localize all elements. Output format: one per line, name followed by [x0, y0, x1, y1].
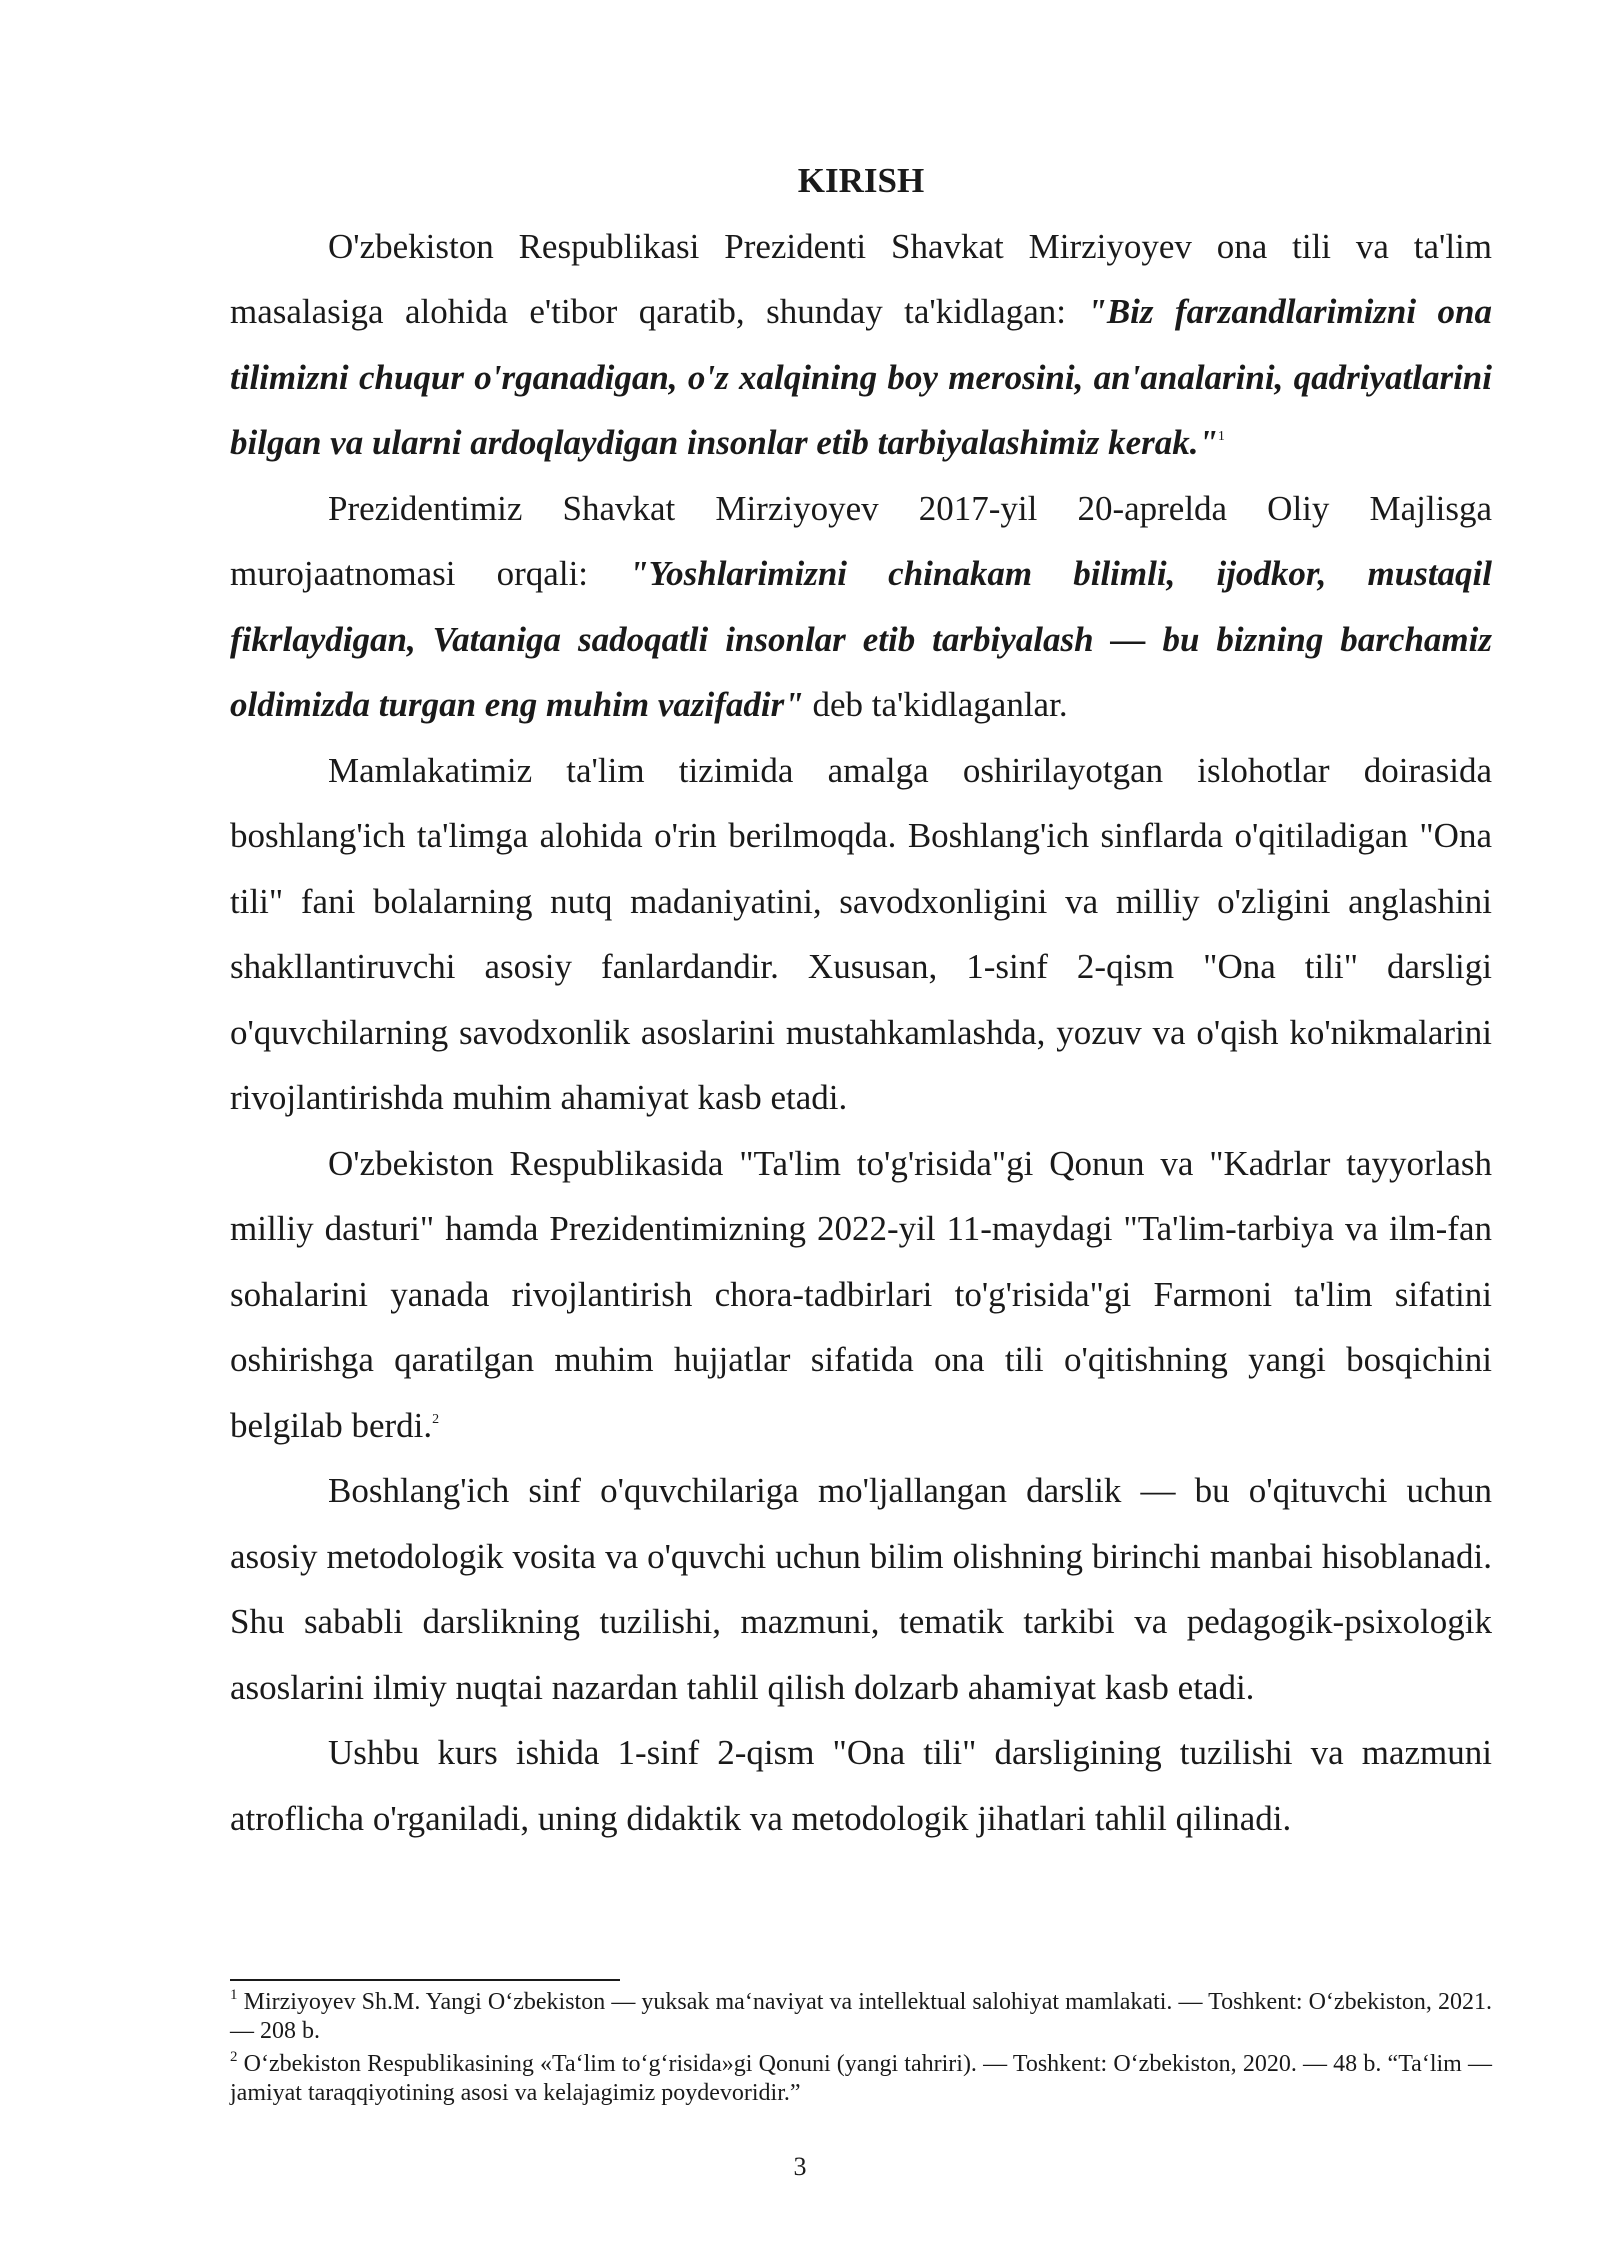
paragraph-6: Ushbu kurs ishida 1-sinf 2-qism "Ona tili" darsligining tuzilishi va mazmuni atroflicha o'rganiladi, uning didaktik va metodologik jihatlari tahlil qilinadi.	[230, 1733, 1492, 1838]
paragraph-3: Mamlakatimiz ta'lim tizimida amalga oshirilayotgan islohotlar doirasida boshlang'ich ta'limga alohida o'rin berilmoqda. Boshlang'ich sinflarda o'qitiladigan "Ona tili" fani bolalarning nutq madaniyatini, savodxonligini va milliy o'zligini anglashini shakllantiruvchi asosiy fanlardandir. Xususan, 1-sinf 2-qism "Ona tili" darsligi o'quvchilarning savodxonlik asoslarini mustahkamlashda, yozuv va o'qish ko'nikmalarini rivojlantirishda muhim ahamiyat kasb etadi.	[230, 750, 1492, 1117]
footnote-separator	[230, 1979, 620, 1981]
footnote-2	[230, 2050, 1492, 2108]
president-quote-1: "Biz farzandlarimizni ona tilimizni chuqur o'rganadigan, o'z xalqining boy merosini, an'analarini, qadriyatlarini bilgan va ularni ardoqlaydigan insonlar etib tarbiyalashimiz kerak."	[230, 292, 1492, 462]
footnote-2-marker: 2	[230, 2049, 238, 2065]
footnote-2-text: O‘zbekiston Respublikasining «Ta‘lim to‘g‘risida»gi Qonuni (yangi tahriri). — Toshkent: O‘zbekiston, 2020. — 48 b. “Ta‘lim — jamiyat taraqqiyotining asosi va kelajagimiz poydevoridir.”	[230, 2051, 1492, 2106]
paragraph-2-tail: deb ta'kidlaganlar.	[803, 685, 1068, 724]
footnote-1-text: Mirziyoyev Sh.M. Yangi O‘zbekiston — yuksak ma‘naviyat va intellektual salohiyat mamlakati. — Toshkent: O‘zbekiston, 2021. — 208 b.	[230, 1989, 1492, 2044]
paragraph-1	[230, 214, 1492, 476]
paragraph-2	[230, 476, 1492, 738]
paragraph-1-text: O'zbekiston Respublikasi Prezidenti Shavkat Mirziyoyev ona tili va ta'lim masalasiga alohida e'tibor qaratib, shunday ta'kidlagan:	[230, 226, 1492, 331]
page-body	[230, 148, 1492, 1851]
paragraph-2-text: Prezidentimiz Shavkat Mirziyoyev 2017-yil 20-aprelda Oliy Majlisga murojaatnomasi orqali:	[230, 488, 1492, 593]
paragraph-4-text: O'zbekiston Respublikasida "Ta'lim to'g'risida"gi Qonun va "Kadrlar tayyorlash milliy dasturi" hamda Prezidentimizning 2022-yil 11-maydagi "Ta'lim-tarbiya va ilm-fan sohalarini yanada rivojlantirish chora-tadbirlari to'g'risida"gi Farmoni ta'lim sifatini oshirishga qaratilgan muhim hujjatlar sifatida ona tili o'qitishning yangi bosqichini belgilab berdi.	[230, 1143, 1492, 1445]
page-number: 3	[793, 2152, 807, 2181]
footnote-ref-2[interactable]: 2	[432, 1411, 440, 1427]
section-heading: KIRISH	[797, 161, 925, 200]
footnote-1-marker: 1	[230, 1987, 238, 2003]
footnote-ref-1[interactable]: 1	[1217, 429, 1225, 444]
paragraph-5: Boshlang'ich sinf o'quvchilariga mo'ljallangan darslik — bu o'qituvchi uchun asosiy metodologik vosita va o'quvchi uchun bilim olishning birinchi manbai hisoblanadi. Shu sababli darslikning tuzilishi, mazmuni, tematik tarkibi va pedagogik-psixologik asoslarini ilmiy nuqtai nazardan tahlil qilish dolzarb ahamiyat kasb etadi.	[230, 1471, 1492, 1707]
paragraph-4	[230, 1131, 1492, 1459]
president-quote-2: "Yoshlarimizni chinakam bilimli, ijodkor, mustaqil fikrlaydigan, Vataniga sadoqatli insonlar etib tarbiyalash — bu bizning barchamiz oldimizda turgan eng muhim vazifadir"	[230, 554, 1492, 724]
footnotes	[230, 1988, 1492, 2112]
footnote-1	[230, 1988, 1492, 2046]
